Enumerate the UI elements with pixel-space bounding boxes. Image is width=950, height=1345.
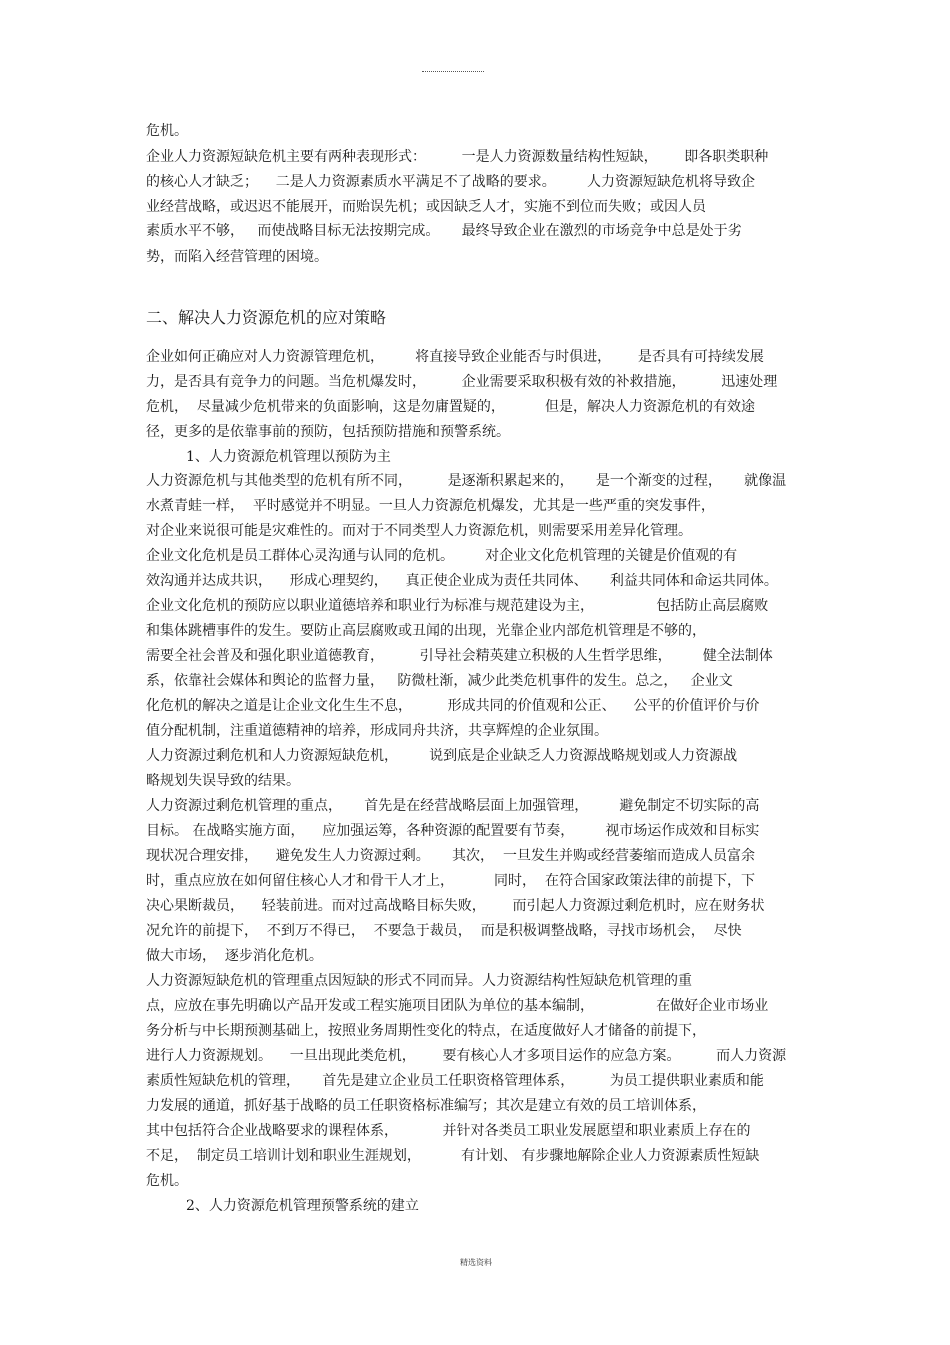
text-line: 人力资源过剩危机和人力资源短缺危机， 说到底是企业缺乏人力资源战略规划或人力资源战 (146, 748, 738, 764)
header-rule (422, 71, 484, 72)
text-line: 企业人力资源短缺危机主要有两种表现形式： 一是人力资源数量结构性短缺， 即各职类职种 (146, 149, 769, 165)
text-line: 需要全社会普及和强化职业道德教育， 引导社会精英建立积极的人生哲学思维， 健全法制体 (146, 648, 773, 664)
text-line: 企业如何正确应对人力资源管理危机， 将直接导致企业能否与时俱进， 是否具有可持续发展 (146, 349, 764, 365)
text-line: 进行人力资源规划。 一旦出现此类危机， 要有核心人才多项目运作的应急方案。 而人力资源 (146, 1048, 787, 1064)
text-line: 化危机的解决之道是让企业文化生生不息， 形成共同的价值观和公正、 公平的价值评价与价 (146, 698, 760, 714)
text-line: 的核心人才缺乏； 二是人力资源素质水平满足不了战略的要求。 人力资源短缺危机将导致企 (146, 174, 755, 190)
text-line: 不足， 制定员工培训计划和职业生涯规划， 有计划、 有步骤地解除企业人力资源素质性短缺 (146, 1148, 760, 1164)
text-line: 务分析与中长期预测基础上，按照业务周期性变化的特点，在适度做好人才储备的前提下， (146, 1023, 706, 1039)
text-line: 值分配机制，注重道德精神的培养，形成同舟共济，共享辉煌的企业氛围。 (146, 723, 608, 739)
text-line: 企业文化危机的预防应以职业道德培养和职业行为标准与规范建设为主， 包括防止高层腐败 (146, 598, 769, 614)
text-line: 略规划失误导致的结果。 (146, 773, 300, 789)
text-line: 时，重点应放在如何留住核心人才和骨干人才上， 同时， 在符合国家政策法律的前提下，下 (146, 873, 755, 889)
section-heading: 二、解决人力资源危机的应对策略 (146, 308, 387, 327)
text-line: 危机， 尽量减少危机带来的负面影响，这是勿庸置疑的， 但是，解决人力资源危机的有效途 (146, 399, 755, 415)
text-line: 系，依靠社会媒体和舆论的监督力量， 防微杜渐，减少此类危机事件的发生。总之， 企业文 (146, 673, 733, 689)
text-line: 和集体跳槽事件的发生。要防止高层腐败或丑闻的出现，光靠企业内部危机管理是不够的， (146, 623, 706, 639)
text-line: 对企业来说很可能是灾难性的。而对于不同类型人力资源危机，则需要采用差异化管理。 (146, 523, 692, 539)
text-line: 危机。 (146, 1173, 188, 1189)
text-line: 点，应放在事先明确以产品开发或工程实施项目团队为单位的基本编制， 在做好企业市场业 (146, 998, 769, 1014)
text-line: 人力资源过剩危机管理的重点， 首先是在经营战略层面上加强管理， 避免制定不切实际的高 (146, 798, 760, 814)
text-line: 1、人力资源危机管理以预防为主 (186, 449, 391, 465)
text-line: 人力资源危机与其他类型的危机有所不同， 是逐渐积累起来的， 是一个渐变的过程， 就像温 (146, 473, 787, 489)
text-line: 力，是否具有竞争力的问题。当危机爆发时， 企业需要采取积极有效的补救措施， 迅速处理 (146, 374, 778, 390)
text-line: 素质性短缺危机的管理， 首先是建立企业员工任职资格管理体系， 为员工提供职业素质和能 (146, 1073, 764, 1089)
text-line: 目标。 在战略实施方面， 应加强运筹，各种资源的配置要有节奏， 视市场运作成效和目标实 (146, 823, 760, 839)
text-line: 其中包括符合企业战略要求的课程体系， 并针对各类员工职业发展愿望和职业素质上存在的 (146, 1123, 751, 1139)
text-line: 素质水平不够， 而使战略目标无法按期完成。 最终导致企业在激烈的市场竞争中总是处于劣 (146, 223, 742, 239)
footer-label: 精选资料 (460, 1258, 492, 1267)
text-line: 况允许的前提下， 不到万不得已， 不要急于裁员， 而是积极调整战略，寻找市场机会， 尽快 (146, 923, 742, 939)
text-line: 效沟通并达成共识， 形成心理契约， 真正使企业成为责任共同体、 利益共同体和命运共同体。 (146, 573, 778, 589)
text-line: 水煮青蛙一样， 平时感觉并不明显。一旦人力资源危机爆发，尤其是一些严重的突发事件， (146, 498, 715, 514)
text-line: 势，而陷入经营管理的困境。 (146, 249, 328, 265)
text-line: 力发展的通道，抓好基于战略的员工任职资格标准编写；其次是建立有效的员工培训体系， (146, 1098, 706, 1114)
text-line: 决心果断裁员， 轻装前进。而对过高战略目标失败， 而引起人力资源过剩危机时，应在财务状 (146, 898, 765, 914)
text-line: 径，更多的是依靠事前的预防，包括预防措施和预警系统。 (146, 424, 510, 440)
text-line: 人力资源短缺危机的管理重点因短缺的形式不同而异。人力资源结构性短缺危机管理的重 (146, 973, 692, 989)
text-line: 危机。 (146, 123, 188, 139)
text-line: 现状况合理安排， 避免发生人力资源过剩。 其次， 一旦发生并购或经营萎缩而造成人员富余 (146, 848, 755, 864)
text-line: 2、人力资源危机管理预警系统的建立 (186, 1198, 419, 1214)
text-line: 业经营战略，或迟迟不能展开，而贻误先机；或因缺乏人才，实施不到位而失败；或因人员 (146, 199, 706, 215)
text-line: 企业文化危机是员工群体心灵沟通与认同的危机。 对企业文化危机管理的关键是价值观的有 (146, 548, 738, 564)
text-line: 做大市场， 逐步消化危机。 (146, 948, 323, 964)
